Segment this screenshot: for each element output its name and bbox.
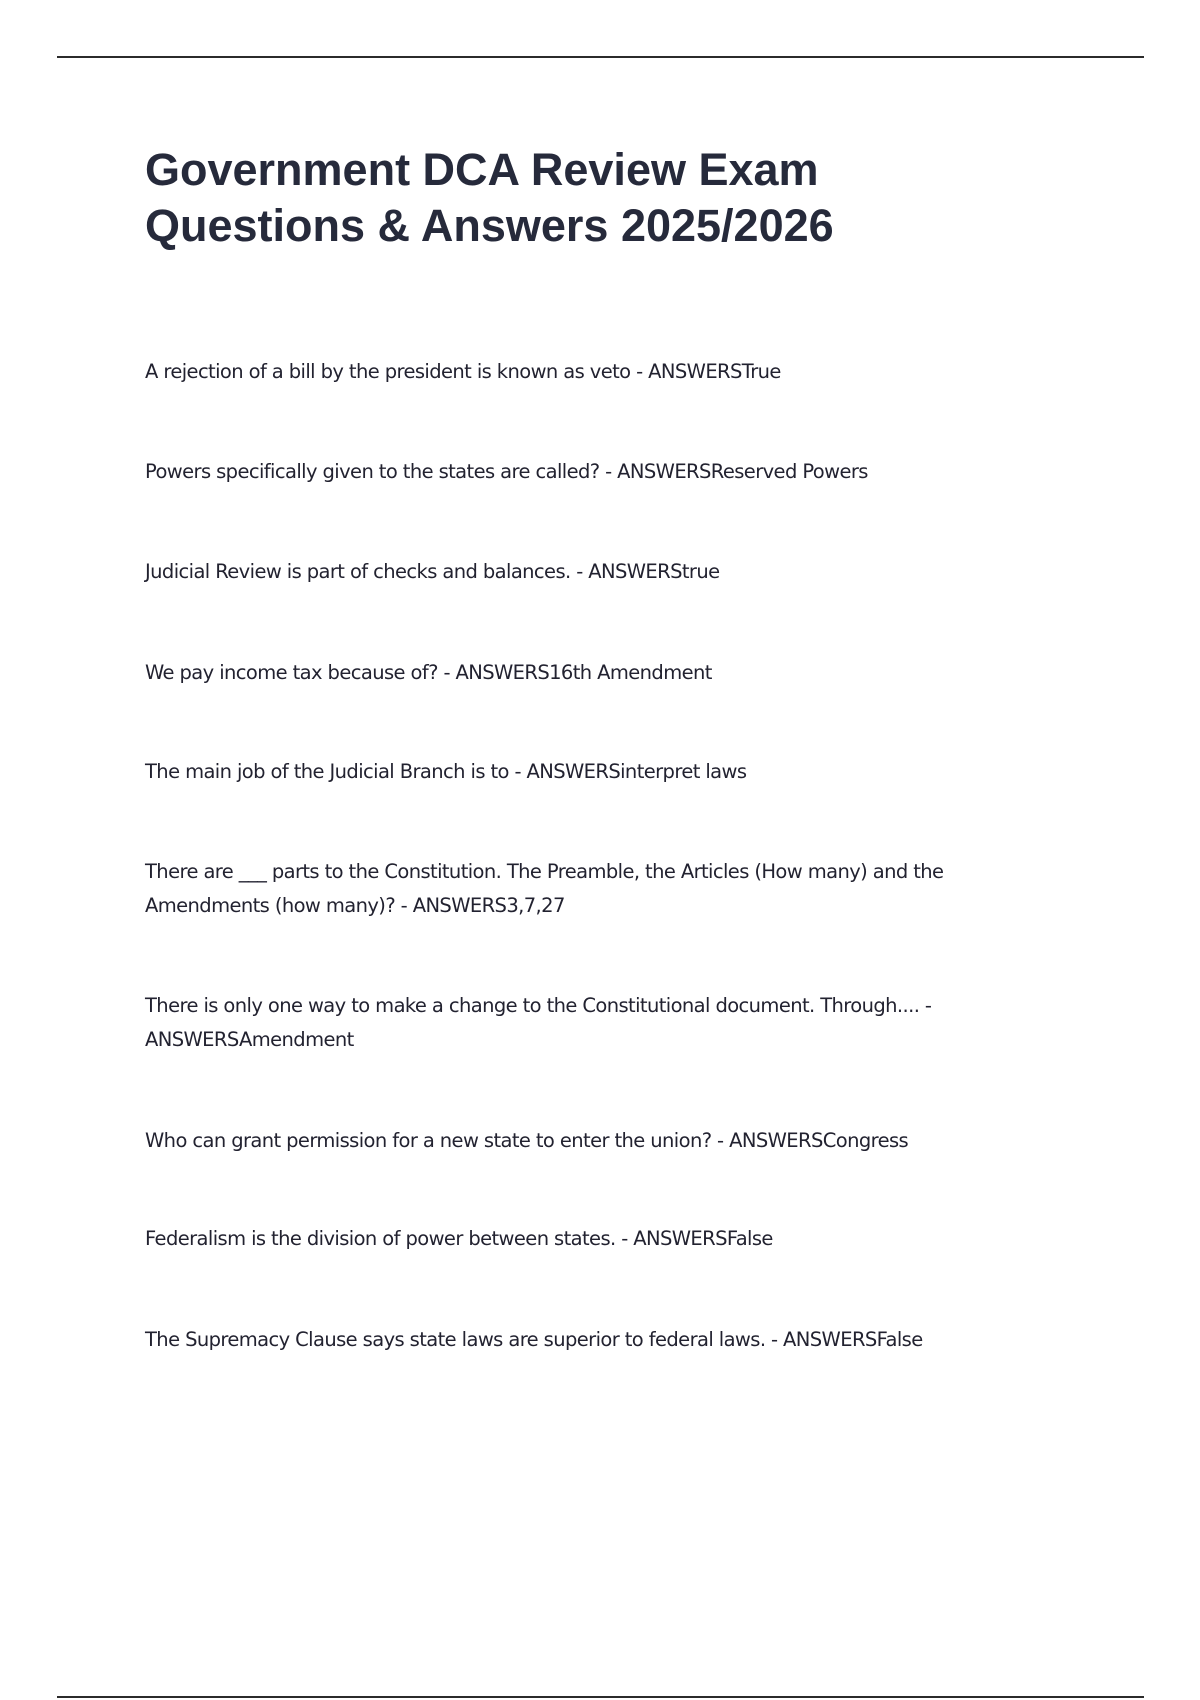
qa-item: The Supremacy Clause says state laws are superior to federal laws. - ANSWERSFalse	[145, 1328, 923, 1351]
qa-item: Judicial Review is part of checks and balances. - ANSWERStrue	[145, 560, 720, 583]
qa-item: We pay income tax because of? - ANSWERS16th Amendment	[145, 661, 712, 684]
bottom-rule	[57, 1696, 1144, 1698]
qa-item: The main job of the Judicial Branch is to - ANSWERSinterpret laws	[145, 760, 747, 783]
qa-item: A rejection of a bill by the president is known as veto - ANSWERSTrue	[145, 360, 781, 383]
qa-item: Federalism is the division of power between states. - ANSWERSFalse	[145, 1227, 773, 1250]
qa-item: There is only one way to make a change to the Constitutional document. Through.... - ANSWERSAmendment	[145, 994, 932, 1051]
qa-item: There are ___ parts to the Constitution. The Preamble, the Articles (How many) and the Amendments (how many)? - ANSWERS3,7,27	[145, 860, 944, 917]
document-title: Government DCA Review Exam Questions & Answers 2025/2026	[145, 144, 834, 251]
qa-item: Who can grant permission for a new state to enter the union? - ANSWERSCongress	[145, 1129, 909, 1152]
top-rule	[57, 56, 1144, 58]
qa-item: Powers specifically given to the states are called? - ANSWERSReserved Powers	[145, 460, 868, 483]
